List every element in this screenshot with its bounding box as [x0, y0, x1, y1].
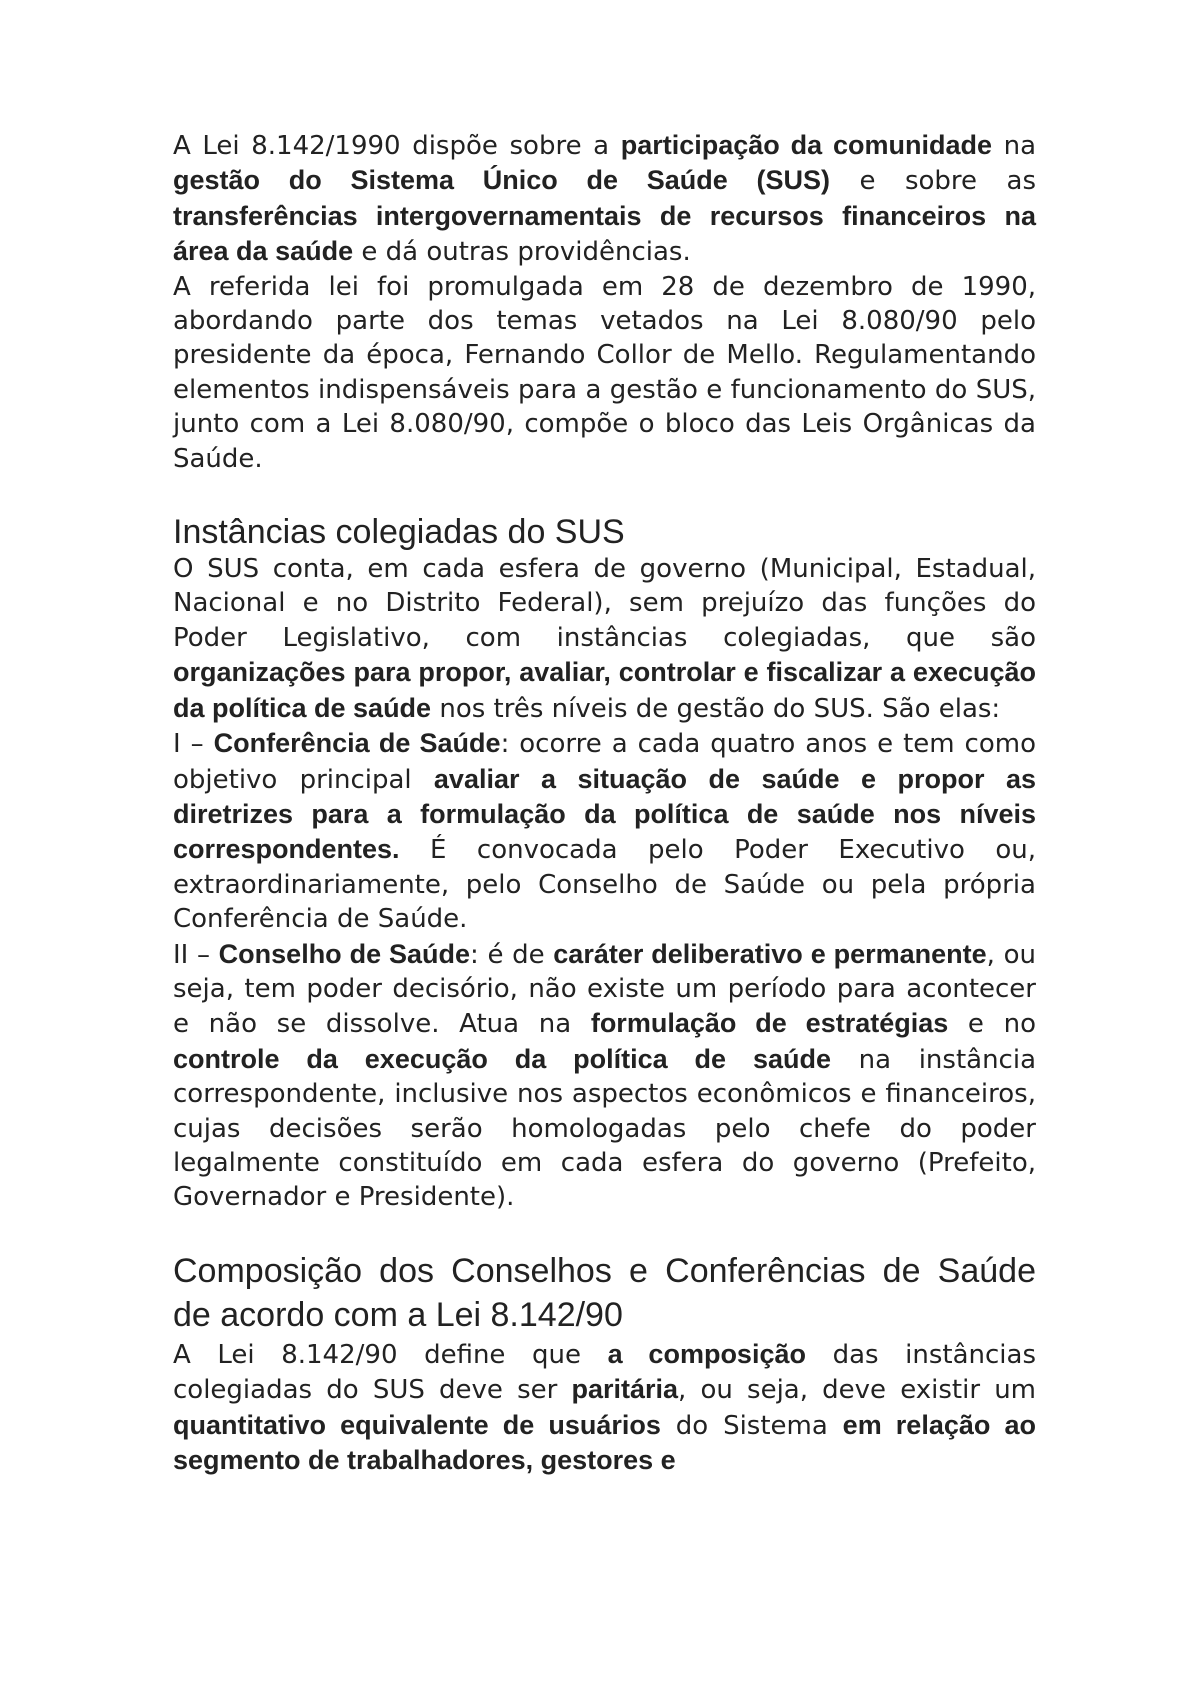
section2-bold-3: quantitativo equivalente de usuários — [173, 1409, 661, 1440]
section1-text-2: nos três níveis de gestão do SUS. São elas: — [431, 693, 1001, 724]
section2-text-1: A Lei 8.142/90 define que — [173, 1339, 608, 1370]
item2-bold-3: formulação de estratégias — [590, 1008, 949, 1039]
item2-bold-4: controle da execução da política de saúde — [173, 1043, 831, 1074]
item1-text-1: I – — [173, 729, 214, 760]
document-page — [173, 128, 1036, 1478]
intro-text-1: A Lei 8.142/1990 dispõe sobre a — [173, 131, 621, 161]
section2-title-text: Composição dos Conselhos e Conferências de Saúde de acordo com a Lei 8.142/90 — [173, 1251, 1036, 1334]
item2-bold-2: caráter deliberativo e permanente — [553, 938, 987, 969]
intro-text-3: e sobre as — [829, 166, 1036, 197]
section1-text-1: O SUS conta, em cada esfera de governo (Municipal, Estadual, Nacional e no Distrito Federal), sem prejuízo das funções do Poder Legislativo, com instâncias colegiadas, que são — [173, 554, 1036, 653]
intro-bold-2: gestão do Sistema Único de Saúde (SUS) — [173, 165, 830, 196]
intro-text-2: na — [991, 131, 1036, 161]
section1-title: Instâncias colegiadas do SUS — [173, 513, 625, 552]
section2-text-2: das instâncias colegiadas do SUS deve ser — [173, 1339, 1036, 1406]
section2-bold-1: a composição — [607, 1338, 806, 1369]
list-item-conselho — [173, 937, 1036, 1215]
item1-text-2: : ocorre a cada quatro anos e tem como objetivo principal — [173, 729, 1036, 795]
intro-text-4: e dá outras providências. — [353, 237, 691, 268]
intro-bold-1: participação da comunidade — [620, 130, 992, 160]
section2-bold-2: paritária — [571, 1374, 679, 1405]
section2-text-4: do Sistema — [660, 1410, 843, 1441]
section2-paragraph — [173, 1337, 1036, 1479]
item1-bold-2: avaliar a situação de saúde e propor as diretrizes para a formulação da política de saúde nos níveis correspondentes. — [173, 763, 1036, 865]
item2-text-1: II – — [173, 939, 219, 970]
section2-bold-4: em relação ao segmento de trabalhadores, gestores e — [173, 1409, 1036, 1475]
item2-text-4: e no — [948, 1009, 1036, 1040]
item2-bold-1: Conselho de Saúde — [218, 938, 471, 969]
item2-text-3: , ou seja, tem poder decisório, não existe um período para acontecer e não se dissolve. Atua na — [173, 939, 1036, 1040]
item1-bold-1: Conferência de Saúde — [213, 728, 501, 759]
intro-bold-3: transferências intergovernamentais de recursos financeiros na área da saúde — [173, 200, 1036, 267]
item2-text-2: : é de — [470, 939, 554, 970]
section2-title — [173, 1249, 1036, 1337]
section1-bold-1: organizações para propor, avaliar, controlar e fiscalizar a execução da política de saúde — [173, 657, 1036, 723]
item1-text-3: É convocada pelo Poder Executivo ou, extraordinariamente, pelo Conselho de Saúde ou pela própria Conferência de Saúde. — [173, 835, 1036, 935]
history-paragraph: A referida lei foi promulgada em 28 de dezembro de 1990, abordando parte dos temas vetados na Lei 8.080/90 pelo presidente da época, Fernando Collor de Mello. Regulamentando elementos indispensáveis para a gestão e funcionamento do SUS, junto com a Lei 8.080/90, compõe o bloco das Leis Orgânicas da Saúde. — [173, 271, 1036, 474]
section1-paragraph — [173, 552, 1036, 726]
section2-text-3: , ou seja, deve existir um — [678, 1375, 1036, 1406]
item2-text-5: na instância correspondente, inclusive nos aspectos econômicos e financeiros, cujas decisões serão homologadas pelo chefe do poder legalmente constituído em cada esfera do governo (Prefeito, Governador e Presidente). — [173, 1044, 1036, 1213]
list-item-conferencia — [173, 726, 1036, 936]
intro-paragraph — [173, 128, 1036, 270]
